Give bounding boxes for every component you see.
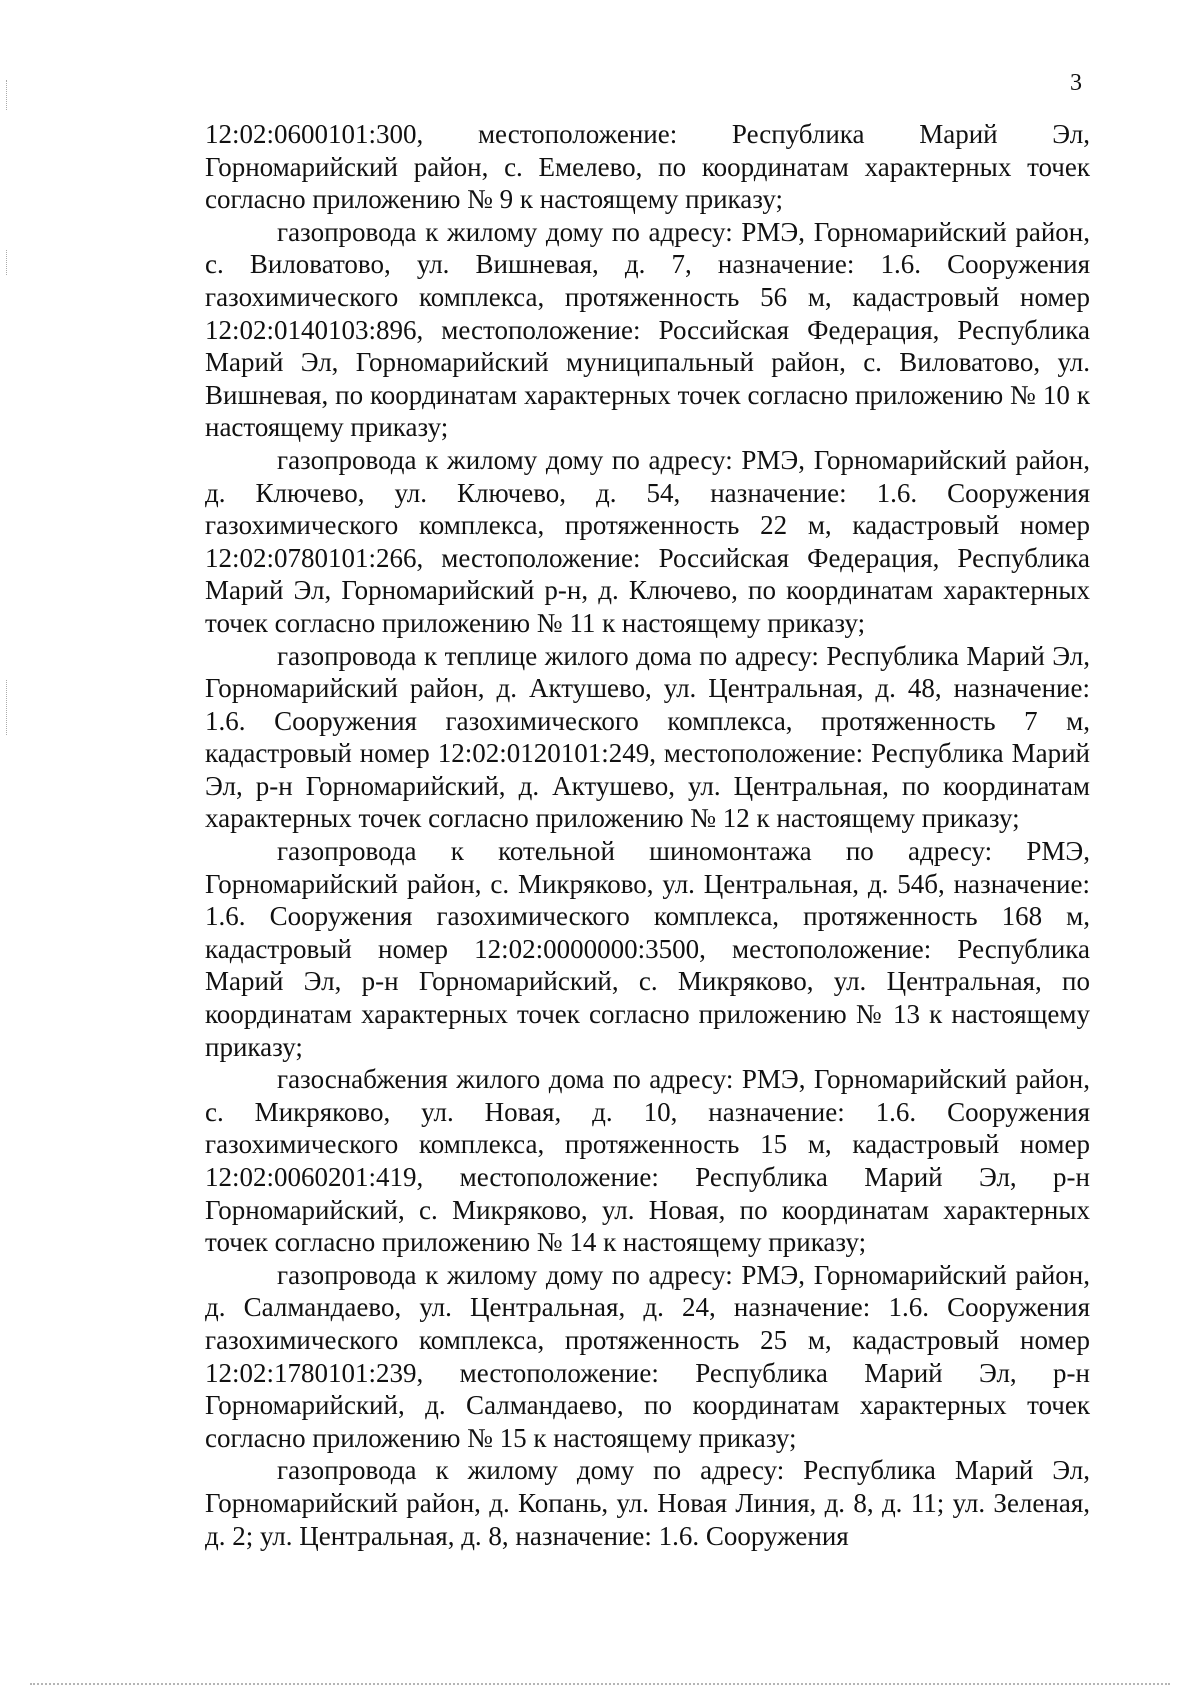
paragraph: газопровода к теплице жилого дома по адресу: Республика Марий Эл, Горномарийский район, д. Актушево, ул. Центральная, д. 48, назначение: 1.6. Сооружения газохимического комплекса, протяженность 7 м, кадастровый номер 12:02:0120101:249, местоположение: Республика Марий Эл, р-н Горномарийский, д. Актушево, ул. Центральная, по координатам характерных точек согласно приложению № 12 к настоящему приказу; bbox=[205, 640, 1090, 834]
paragraph-continuation: 12:02:0600101:300, местоположение: Республика Марий Эл, Горномарийский район, с. Емелево, по координатам характерных точек согласно приложению № 9 к настоящему приказу; bbox=[205, 119, 1090, 215]
paragraph: газопровода к жилому дому по адресу: РМЭ, Горномарийский район, д. Салмандаево, ул. Центральная, д. 24, назначение: 1.6. Сооружения газохимического комплекса, протяженность 25 м, кадастровый номер 12:02:1780101:239, местоположение: Республика Марий Эл, р-н Горномарийский, д. Салмандаево, по координатам характерных точек согласно приложению № 15 к настоящему приказу; bbox=[205, 1259, 1090, 1453]
document-body bbox=[205, 118, 1090, 1552]
scan-margin-mark bbox=[6, 250, 9, 275]
scan-margin-mark bbox=[6, 680, 9, 735]
paragraph: газопровода к жилому дому по адресу: РМЭ, Горномарийский район, с. Виловатово, ул. Вишневая, д. 7, назначение: 1.6. Сооружения газохимического комплекса, протяженность 56 м, кадастровый номер 12:02:0140103:896, местоположение: Российская Федерация, Республика Марий Эл, Горномарийский муниципальный район, с. Виловатово, ул. Вишневая, по координатам характерных точек согласно приложению № 10 к настоящему приказу; bbox=[205, 216, 1090, 443]
scan-bottom-edge bbox=[30, 1683, 1170, 1685]
paragraph: газопровода к жилому дому по адресу: Республика Марий Эл, Горномарийский район, д. Копань, ул. Новая Линия, д. 8, д. 11; ул. Зеленая, д. 2; ул. Центральная, д. 8, назначение: 1.6. Сооружения bbox=[205, 1455, 1090, 1551]
scan-margin-mark bbox=[6, 80, 9, 110]
page-number: 3 bbox=[1070, 70, 1082, 96]
paragraph: газоснабжения жилого дома по адресу: РМЭ, Горномарийский район, с. Микряково, ул. Новая, д. 10, назначение: 1.6. Сооружения газохимического комплекса, протяженность 15 м, кадастровый номер 12:02:0060201:419, местоположение: Республика Марий Эл, р-н Горномарийский, с. Микряково, ул. Новая, по координатам характерных точек согласно приложению № 14 к настоящему приказу; bbox=[205, 1064, 1090, 1258]
paragraph: газопровода к котельной шиномонтажа по адресу: РМЭ, Горномарийский район, с. Микряково, ул. Центральная, д. 54б, назначение: 1.6. Сооружения газохимического комплекса, протяженность 168 м, кадастровый номер 12:02:0000000:3500, местоположение: Республика Марий Эл, р-н Горномарийский, с. Микряково, ул. Центральная, по координатам характерных точек согласно приложению № 13 к настоящему приказу; bbox=[205, 836, 1090, 1062]
paragraph: газопровода к жилому дому по адресу: РМЭ, Горномарийский район, д. Ключево, ул. Ключево, д. 54, назначение: 1.6. Сооружения газохимического комплекса, протяженность 22 м, кадастровый номер 12:02:0780101:266, местоположение: Российская Федерация, Республика Марий Эл, Горномарийский р-н, д. Ключево, по координатам характерных точек согласно приложению № 11 к настоящему приказу; bbox=[205, 444, 1090, 638]
